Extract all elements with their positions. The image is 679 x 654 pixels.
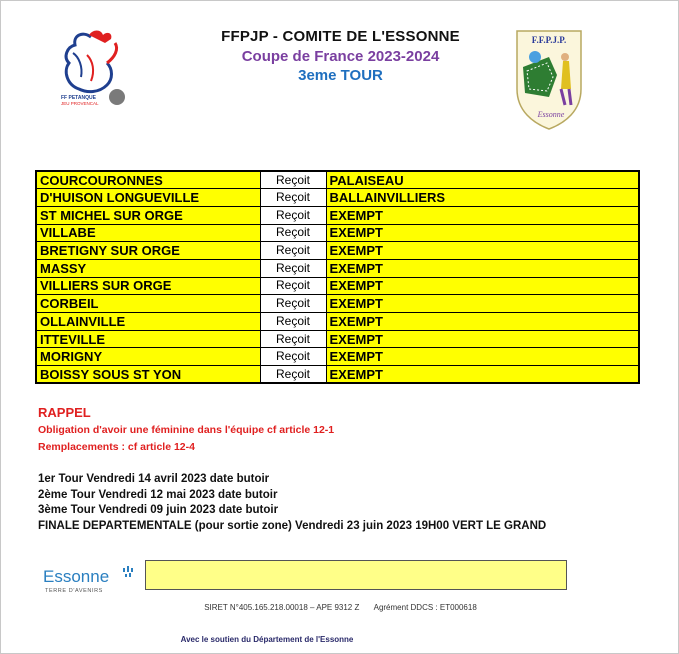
essonne-name: Essonne [43, 567, 110, 586]
table-row [36, 259, 639, 277]
home-team: D'HUISON LONGUEVILLE [36, 189, 260, 207]
home-team: MORIGNY [36, 348, 260, 366]
schedule-round-3: 3ème Tour Vendredi 09 juin 2023 date butoir [38, 504, 279, 516]
match-verb: Reçoit [260, 295, 326, 313]
away-team: EXEMPT [326, 366, 639, 384]
home-team: COURCOURONNES [36, 171, 260, 189]
rappel-line-feminine: Obligation d'avoir une féminine dans l'équipe cf article 12-1 [38, 424, 335, 436]
match-verb: Reçoit [260, 348, 326, 366]
essonne-department-logo [41, 562, 141, 596]
org-title: FFPJP - COMITE DE L'ESSONNE [221, 28, 460, 45]
schedule-round-2: 2ème Tour Vendredi 12 mai 2023 date butoir [38, 489, 278, 501]
away-team: EXEMPT [326, 313, 639, 331]
table-row [36, 242, 639, 260]
rappel-line-replacements: Remplacements : cf article 12-4 [38, 441, 195, 453]
table-row [36, 206, 639, 224]
agrement-text: Agrément DDCS : ET000618 [373, 603, 477, 612]
away-team: EXEMPT [326, 295, 639, 313]
home-team: BOISSY SOUS ST YON [36, 366, 260, 384]
rappel-title: RAPPEL [38, 405, 91, 420]
away-team: BALLAINVILLIERS [326, 189, 639, 207]
away-team: EXEMPT [326, 330, 639, 348]
match-verb: Reçoit [260, 330, 326, 348]
match-verb: Reçoit [260, 189, 326, 207]
match-verb: Reçoit [260, 366, 326, 384]
home-team: VILLABE [36, 224, 260, 242]
home-team: CORBEIL [36, 295, 260, 313]
table-row [36, 313, 639, 331]
away-team: EXEMPT [326, 277, 639, 295]
match-verb: Reçoit [260, 224, 326, 242]
essonne-tagline: TERRE D'AVENIRS [45, 588, 103, 594]
match-verb: Reçoit [260, 242, 326, 260]
away-team: EXEMPT [326, 242, 639, 260]
schedule-finale: FINALE DEPARTEMENTALE (pour sortie zone) Vendredi 23 juin 2023 19H00 VERT LE GRAND [38, 520, 547, 532]
home-team: MASSY [36, 259, 260, 277]
table-row [36, 366, 639, 384]
away-team: EXEMPT [326, 224, 639, 242]
away-team: EXEMPT [326, 259, 639, 277]
logo-left-line1: FF PETANQUE [61, 95, 96, 101]
logo-right-top: F.F.P.J.P. [531, 35, 567, 45]
home-team: ST MICHEL SUR ORGE [36, 206, 260, 224]
match-verb: Reçoit [260, 206, 326, 224]
home-team: VILLIERS SUR ORGE [36, 277, 260, 295]
table-row [36, 277, 639, 295]
draw-table [35, 170, 640, 384]
table-row [36, 224, 639, 242]
away-team: PALAISEAU [326, 171, 639, 189]
match-verb: Reçoit [260, 171, 326, 189]
match-verb: Reçoit [260, 259, 326, 277]
away-team: EXEMPT [326, 348, 639, 366]
logo-right-bottom: Essonne [537, 110, 565, 119]
table-row [36, 348, 639, 366]
home-team: OLLAINVILLE [36, 313, 260, 331]
home-team: BRETIGNY SUR ORGE [36, 242, 260, 260]
match-verb: Reçoit [260, 277, 326, 295]
home-team: ITTEVILLE [36, 330, 260, 348]
schedule-round-1: 1er Tour Vendredi 14 avril 2023 date butoir [38, 473, 270, 485]
logo-left-line2: JEU PROVENCAL [61, 101, 99, 106]
away-team: EXEMPT [326, 206, 639, 224]
round-title: 3eme TOUR [298, 67, 383, 84]
table-row [36, 189, 639, 207]
table-row [36, 295, 639, 313]
ffpjp-essonne-shield-logo [513, 27, 585, 131]
yellow-signature-box [145, 560, 567, 590]
table-row [36, 171, 639, 189]
soutien-text: Avec le soutien du Département de l'Essonne [180, 635, 354, 644]
cup-title: Coupe de France 2023-2024 [241, 48, 440, 65]
match-verb: Reçoit [260, 313, 326, 331]
siret-text: SIRET N°405.165.218.00018 – APE 9312 Z [204, 603, 360, 612]
legal-info [1, 603, 679, 612]
table-row [36, 330, 639, 348]
